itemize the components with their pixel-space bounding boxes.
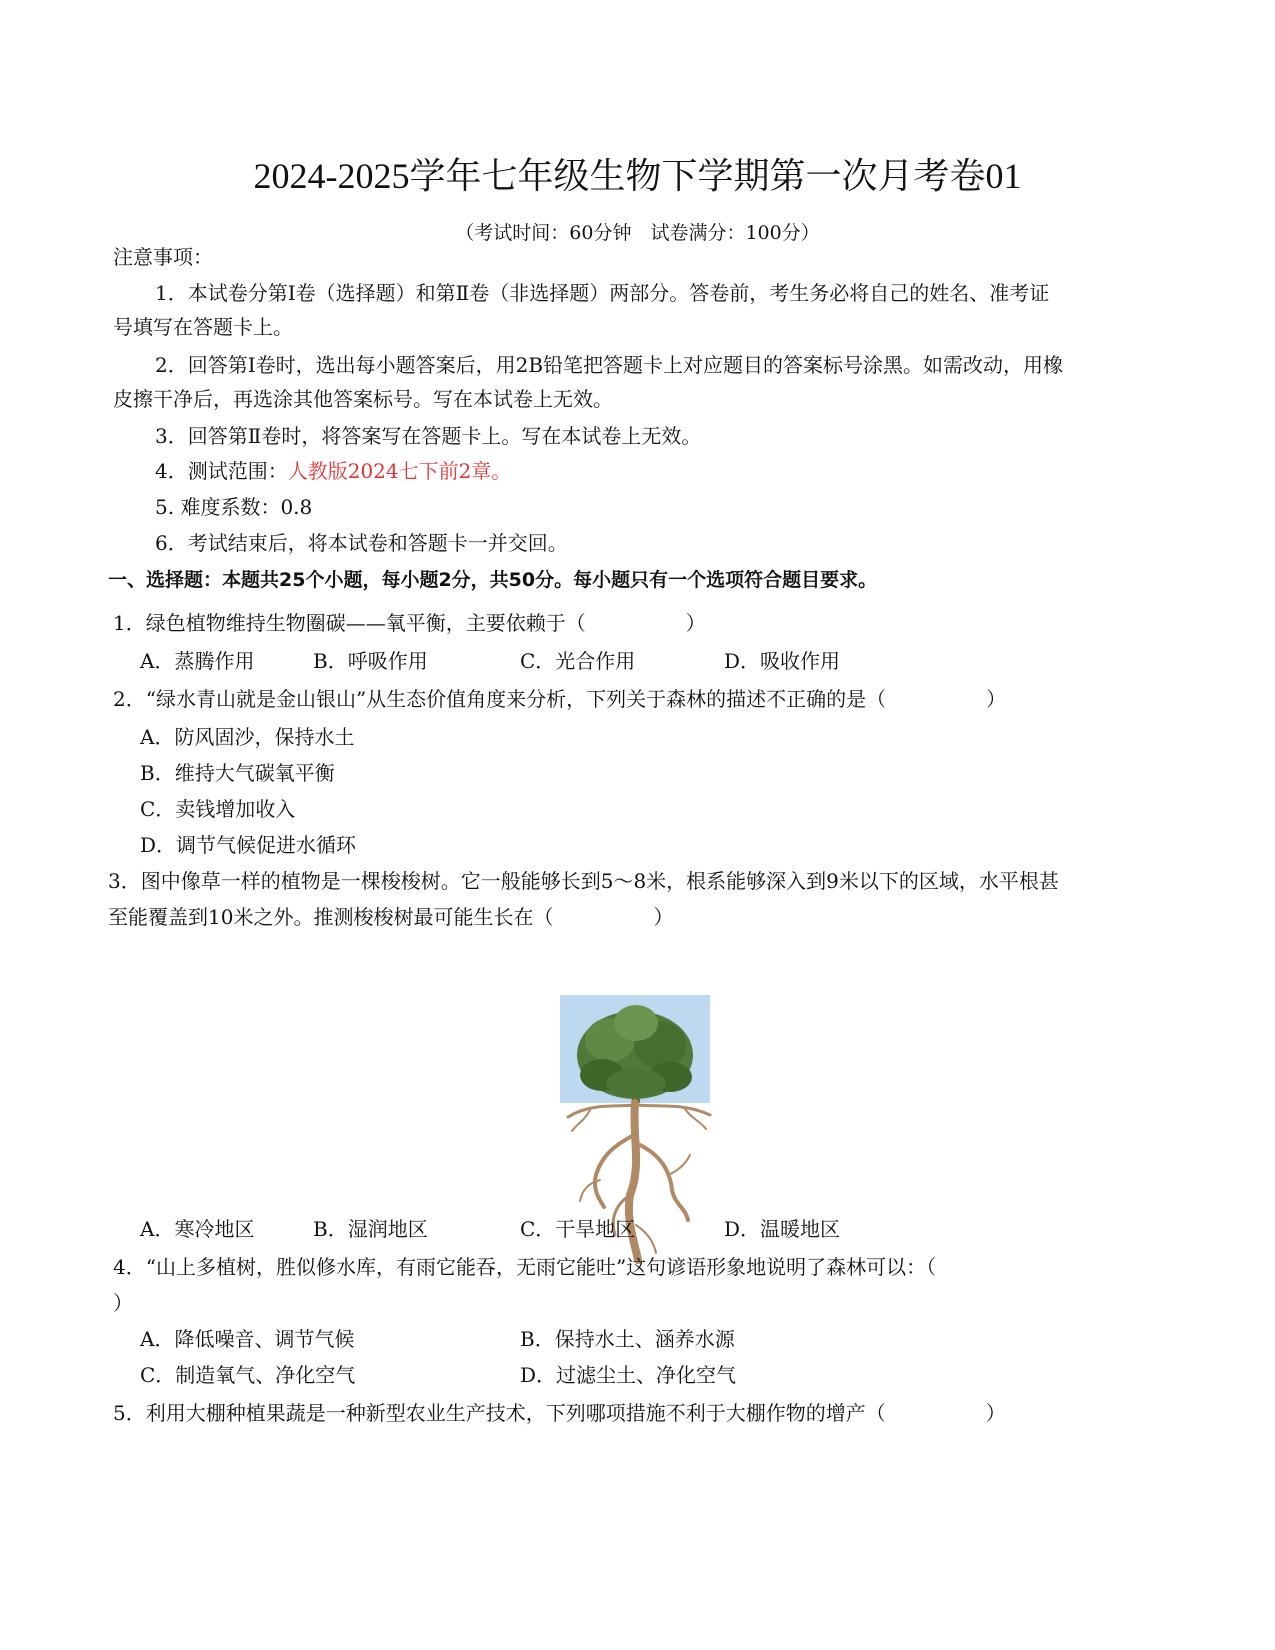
question-2-option-a: A．防风固沙，保持水土 (140, 725, 355, 749)
notice-item-6: 6．考试结束后，将本试卷和答题卡一并交回。 (155, 531, 568, 555)
question-3-stem-b: 至能覆盖到10米之外。推测梭梭树最可能生长在（ ） (108, 905, 674, 929)
question-3-stem-a: 3．图中像草一样的植物是一棵梭梭树。它一般能够长到5～8米，根系能够深入到9米以下的区域，水平根甚 (108, 869, 1059, 893)
question-4-stem-b: ） (113, 1291, 133, 1315)
question-1-option-a: A．蒸腾作用 (140, 649, 255, 673)
question-1-option-c: C．光合作用 (520, 649, 636, 673)
question-3-option-a: A．寒冷地区 (140, 1217, 255, 1241)
question-4-option-d: D．过滤尘土、净化空气 (520, 1363, 737, 1387)
question-4-option-c: C．制造氧气、净化空气 (140, 1363, 356, 1387)
notice-heading: 注意事项： (113, 245, 213, 269)
notice-item-5: 5. 难度系数：0.8 (155, 495, 313, 519)
page-title: 2024-2025学年七年级生物下学期第一次月考卷01 (253, 156, 1022, 196)
question-2-option-c: C．卖钱增加收入 (140, 797, 296, 821)
notice-item-3: 3．回答第Ⅱ卷时，将答案写在答题卡上。写在本试卷上无效。 (155, 424, 702, 448)
notice-item-2a: 2．回答第Ⅰ卷时，选出每小题答案后，用2B铅笔把答题卡上对应题目的答案标号涂黑。如需改动，用橡 (155, 353, 1064, 377)
question-1-option-d: D．吸收作用 (724, 649, 841, 673)
notice-item-1b: 号填写在答题卡上。 (113, 315, 293, 339)
question-2-option-b: B．维持大气碳氧平衡 (140, 761, 335, 785)
notice-item-4-label: 4．测试范围： (155, 459, 288, 483)
question-4-option-b: B．保持水土、涵养水源 (520, 1327, 735, 1351)
question-4-option-a: A．降低噪音、调节气候 (140, 1327, 355, 1351)
question-2-option-d: D．调节气候促进水循环 (140, 833, 357, 857)
question-3-option-c: C．干旱地区 (520, 1217, 636, 1241)
question-3-option-b: B．湿润地区 (313, 1217, 428, 1241)
question-1-option-b: B．呼吸作用 (313, 649, 428, 673)
question-2-stem: 2．“绿水青山就是金山银山”从生态价值角度来分析，下列关于森林的描述不正确的是（ ） (113, 687, 1007, 711)
question-1-stem: 1．绿色植物维持生物圈碳——氧平衡，主要依赖于（ ） (113, 611, 706, 635)
question-4-stem-a: 4．“山上多植树，胜似修水库，有雨它能吞，无雨它能吐”这句谚语形象地说明了森林可以：（ (113, 1255, 937, 1279)
question-5-stem: 5．利用大棚种植果蔬是一种新型农业生产技术，下列哪项措施不利于大棚作物的增产（ ） (113, 1401, 1006, 1425)
notice-item-1a: 1．本试卷分第Ⅰ卷（选择题）和第Ⅱ卷（非选择题）两部分。答卷前，考生务必将自己的姓名、准考证 (155, 281, 1050, 305)
test-scope: 人教版2024七下前2章。 (287, 459, 512, 483)
notice-item-2b: 皮擦干净后，再选涂其他答案标号。写在本试卷上无效。 (113, 387, 613, 411)
section-heading: 一、选择题：本题共25个小题，每小题2分，共50分。每小题只有一个选项符合题目要求。 (108, 569, 878, 591)
exam-info: （考试时间：60分钟 试卷满分：100分） (455, 222, 820, 244)
notice-item-4 (155, 458, 1205, 484)
question-3-option-d: D．温暖地区 (724, 1217, 841, 1241)
